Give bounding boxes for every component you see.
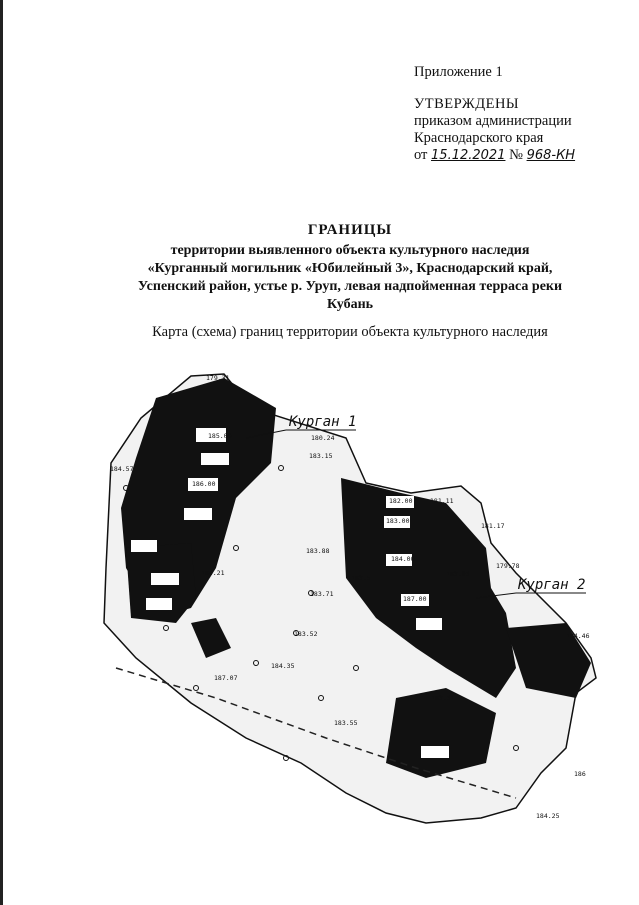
approval-line-2: Краснодарского края xyxy=(414,130,544,146)
elevation-label: 183.55 xyxy=(334,719,358,727)
elevation-label: 183.15 xyxy=(309,452,333,460)
approval-line-1: приказом администрации xyxy=(414,113,572,129)
elevation-label: 183.52 xyxy=(294,630,318,638)
elevation-label: 187.07 xyxy=(214,674,238,682)
date-prefix: от xyxy=(414,147,428,163)
contour-label: 185.00 xyxy=(208,432,232,440)
contour-label: 184.00 xyxy=(391,555,415,563)
elevation-label: 179.31 xyxy=(206,374,230,382)
contour-label: 183.93 xyxy=(446,570,470,578)
boundary-map xyxy=(96,368,606,828)
contour-label: 183.31 xyxy=(431,694,455,702)
contour-label: 187.00 xyxy=(403,595,427,603)
contour-label: 186.00 xyxy=(192,480,216,488)
elevation-label: 186 xyxy=(574,770,586,778)
title-line-3: Успенский район, устье р. Уруп, левая надпойменная терраса реки xyxy=(137,279,563,294)
contour-label: 183.00 xyxy=(386,517,410,525)
appendix-label: Приложение 1 xyxy=(414,64,503,80)
kurgan-1-label: Курган 1 xyxy=(289,414,357,430)
elevation-label: 184.25 xyxy=(536,812,560,820)
title-line-4: Кубань xyxy=(326,297,374,312)
title-line-2: «Курганный могильник «Юбилейный 3», Краснодарский край, xyxy=(147,261,553,276)
page-edge xyxy=(0,0,3,905)
approval-date-line xyxy=(414,147,575,164)
kurgan-2-label: Курган 2 xyxy=(518,577,586,593)
elevation-label: 184.57 xyxy=(110,465,134,473)
title-line-1: территории выявленного объекта культурного наследия xyxy=(170,243,530,258)
contour-label: 184.21 xyxy=(201,569,225,577)
contour-label: 183.88 xyxy=(306,547,330,555)
elevation-label: 183.71 xyxy=(310,590,334,598)
elevation-label: 179.78 xyxy=(496,562,520,570)
title-heading: ГРАНИЦЫ xyxy=(307,222,393,238)
number-prefix: № xyxy=(509,147,523,163)
approval-block xyxy=(414,64,575,164)
map-subtitle: Карта (схема) границ территории объекта культурного наследия xyxy=(152,324,548,340)
elevation-label: 181.11 xyxy=(430,497,454,505)
contour-label: 183.5 xyxy=(351,574,371,582)
date-value: 15.12.2021 xyxy=(431,148,506,163)
approved-label: УТВЕРЖДЕНЫ xyxy=(414,96,520,112)
contour-label: 184.35 xyxy=(271,662,295,670)
elevation-label: 184.46 xyxy=(566,632,590,640)
number-value: 968-КН xyxy=(526,148,576,163)
contour-label: 182.00 xyxy=(389,497,413,505)
elevation-label: 180.24 xyxy=(311,434,335,442)
elevation-label: 181.17 xyxy=(481,522,505,530)
document-title xyxy=(90,222,610,314)
